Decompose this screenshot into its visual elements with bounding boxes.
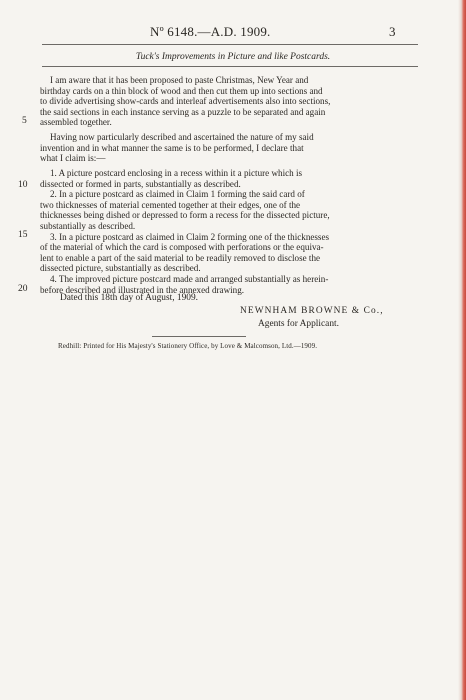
agent-role: Agents for Applicant. bbox=[258, 319, 339, 329]
text-line: substantially as described. bbox=[40, 220, 136, 231]
text-line: to divide advertising show-cards and interleaf advertisements also into sections, bbox=[40, 96, 331, 107]
paragraph-declaration-cont bbox=[40, 143, 400, 164]
text-line: invention and in what manner the same is to be performed, I declare that bbox=[40, 142, 304, 153]
claim-2 bbox=[50, 189, 410, 200]
text-line: lent to enable a part of the said material to be readily removed to disclose the bbox=[40, 252, 321, 263]
text-line: before described and illustrated in the annexed drawing. bbox=[40, 284, 245, 295]
page-edge bbox=[458, 0, 466, 700]
text-line: the said sections in each instance serving as a puzzle to be separated and again bbox=[40, 106, 326, 117]
text-line: assembled together. bbox=[40, 117, 112, 128]
text-line: dissected picture, substantially as described. bbox=[40, 263, 201, 274]
text-line: 2. In a picture postcard as claimed in Claim 1 forming the said card of bbox=[50, 189, 305, 200]
claim-3-cont bbox=[40, 242, 400, 274]
text-line: Having now particularly described and ascertained the nature of my said bbox=[50, 132, 314, 142]
claim-3 bbox=[50, 232, 410, 243]
paragraph-declaration bbox=[50, 132, 410, 143]
text-line: two thicknesses of material cemented together at their edges, one of the bbox=[40, 199, 301, 210]
claim-1-cont bbox=[40, 179, 400, 190]
text-line: I am aware that it has been proposed to paste Christmas, New Year and bbox=[50, 75, 309, 85]
agent-name: NEWNHAM BROWNE & Co., bbox=[240, 306, 384, 316]
title-rule bbox=[42, 66, 418, 67]
text-line: 3. In a picture postcard as claimed in Claim 2 forming one of the thicknesses bbox=[50, 231, 330, 242]
printer-footer: Redhill: Printed for His Majesty's Stationery Office, by Love & Malcomson, Ltd.—1909. bbox=[58, 342, 318, 350]
text-line: 1. A picture postcard enclosing in a recess within it a picture which is bbox=[50, 168, 303, 178]
text-line: birthday cards on a thin block of wood and then cut them up into sections and bbox=[40, 85, 323, 96]
patent-number-header: Nº 6148.—A.D. 1909. bbox=[150, 24, 271, 39]
text-line: thicknesses being dished or depressed to form a recess for the dissected picture, bbox=[40, 210, 330, 221]
claim-1 bbox=[50, 168, 410, 179]
line-number: 5 bbox=[22, 116, 27, 126]
claim-4 bbox=[50, 274, 410, 285]
text-line: what I claim is:— bbox=[40, 153, 106, 164]
claim-2-cont bbox=[40, 200, 400, 232]
signature-rule bbox=[152, 336, 246, 337]
line-number: 10 bbox=[18, 180, 28, 190]
header-rule bbox=[42, 44, 418, 45]
line-number: 20 bbox=[18, 284, 28, 294]
text-line: 4. The improved picture postcard made and arranged substantially as herein- bbox=[50, 274, 329, 284]
text-line: dissected or formed in parts, substantially as described. bbox=[40, 178, 241, 189]
running-title: Tuck's Improvements in Picture and like Postcards. bbox=[135, 52, 331, 62]
page-number: 3 bbox=[389, 24, 396, 39]
dated-line: Dated this 18th day of August, 1909. bbox=[60, 293, 199, 303]
paragraph-prior-art-cont bbox=[40, 86, 400, 128]
paragraph-prior-art bbox=[50, 75, 410, 86]
line-number: 15 bbox=[18, 230, 28, 240]
text-line: of the material of which the card is composed with perforations or the equiva- bbox=[40, 242, 324, 253]
